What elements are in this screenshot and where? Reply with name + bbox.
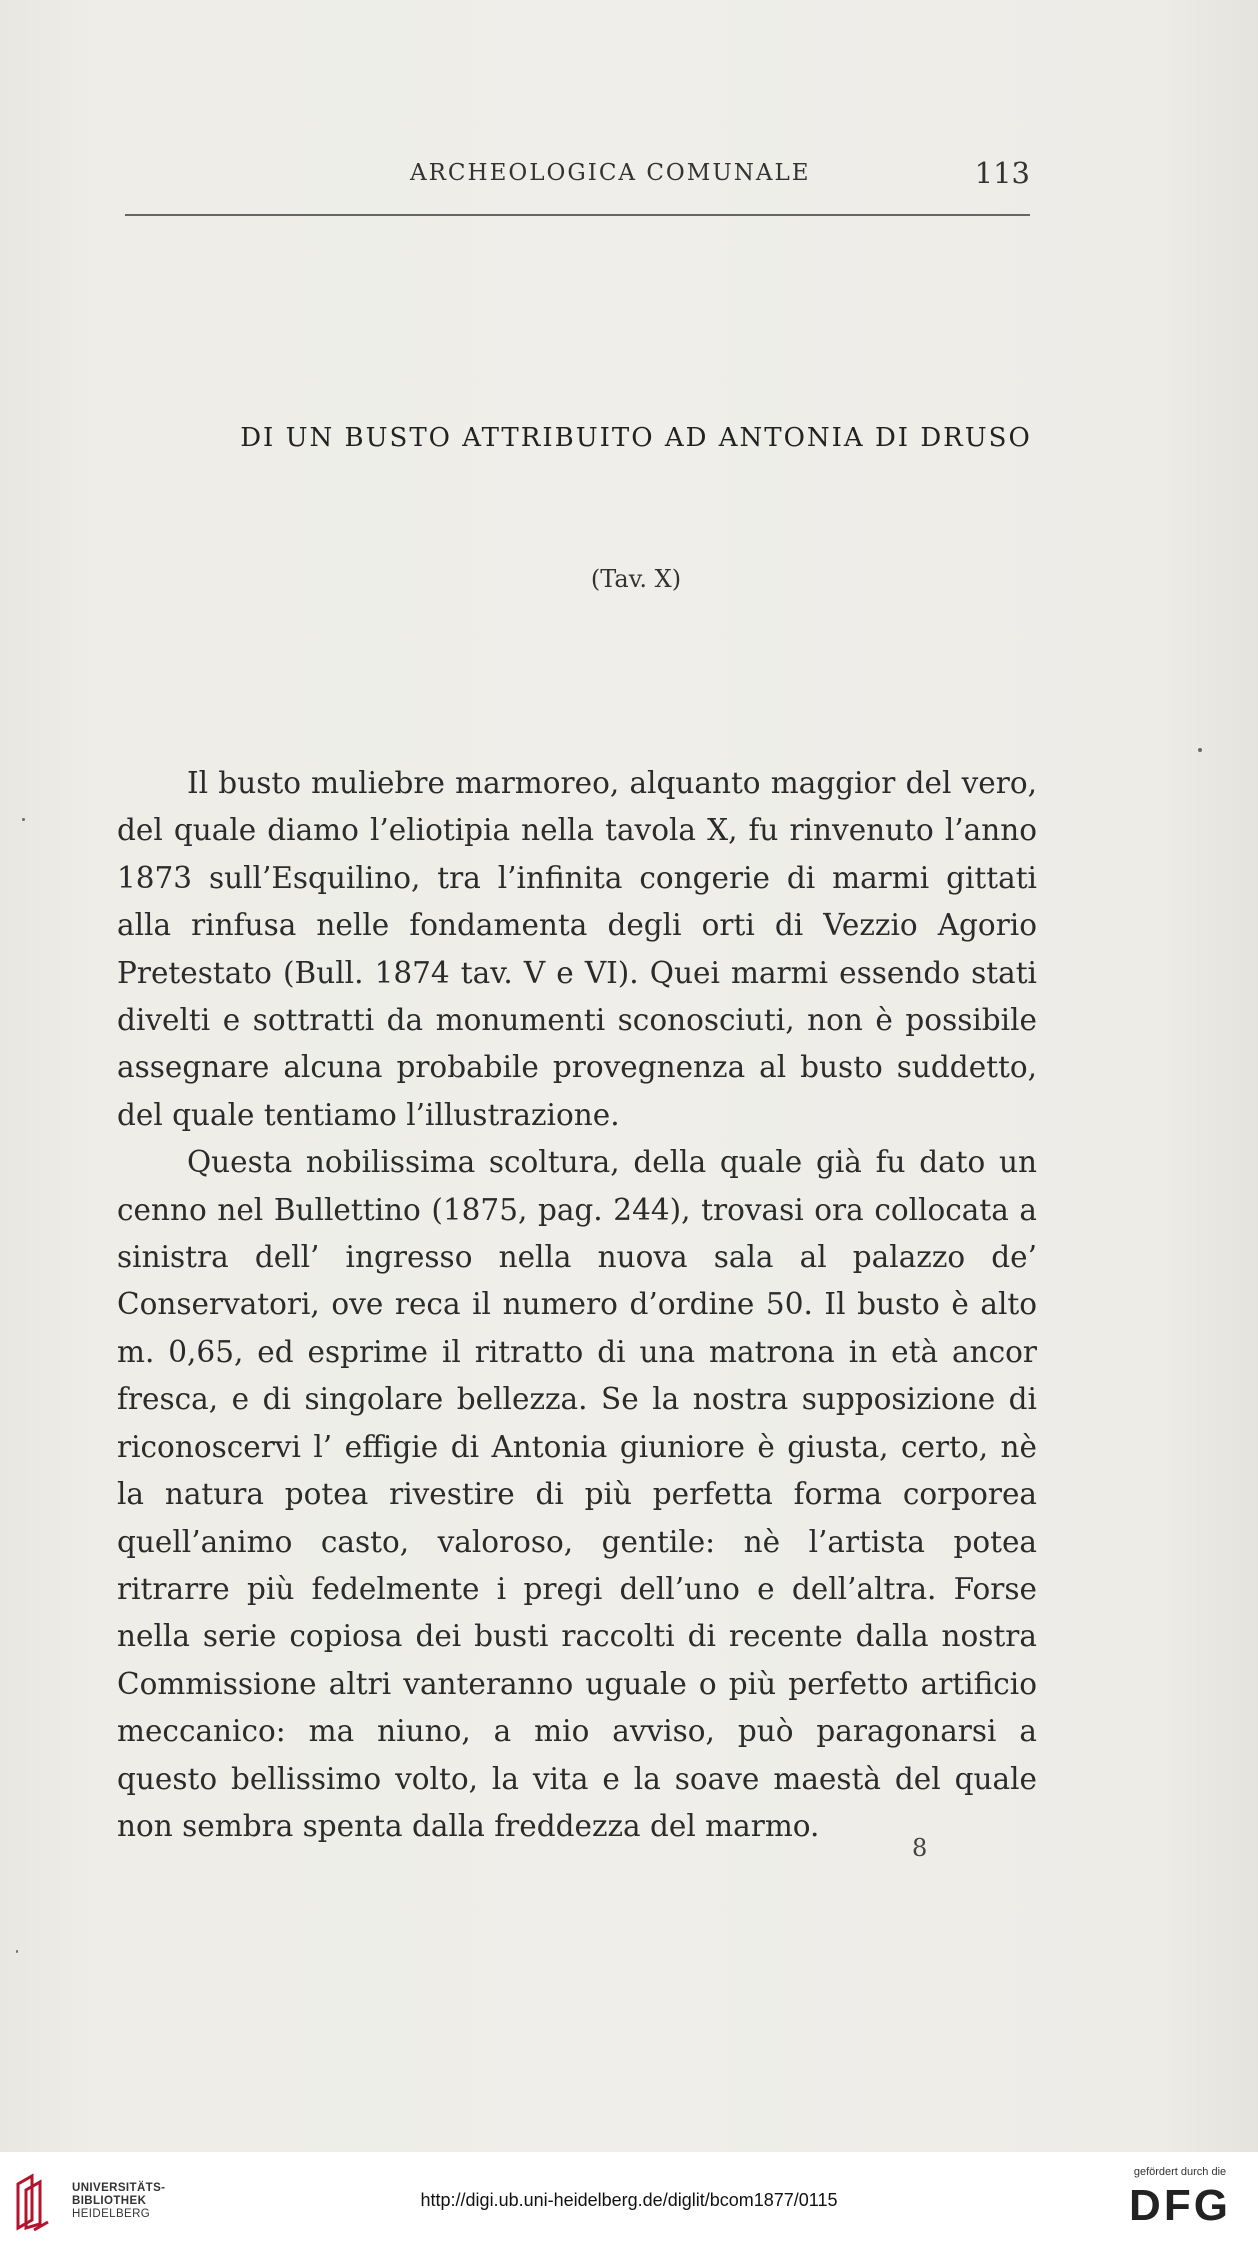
funder-block [1120,2166,1240,2228]
library-line-2: BIBLIOTHEK [72,2195,147,2207]
article-title: DI UN BUSTO ATTRIBUITO AD ANTONIA DI DRUSO [240,423,1032,453]
paragraph-2: Questa nobilissima scoltura, della quale già fu dato un cenno nel Bullettino (1875, pag. 244), trovasi ora collocata a sinistra dell’ ingresso nella nuova sala al palazzo de’ Conservatori, ove reca il numero d’ordine 50. Il busto è alto m. 0,65, ed esprime il ritratto di una matrona in età ancor fresca, e di singolare bellezza. Se la nostra supposizione di riconoscervi l’ effigie di Antonia giuniore è giusta, certo, nè la natura potea rivestire di più perfetta forma corporea quell’animo casto, valoroso, gentile: nè l’artista potea ritrarre più fedelmente i pregi dell’uno e dell’altra. Forse nella serie copiosa dei busti raccolti di recente dalla nostra Commissione altri vanteranno uguale o più perfetto artificio meccanico: ma niuno, a mio avviso, può paragonarsi a questo bellissimo volto, la vita e la soave maestà del quale non sembra spenta dalla freddezza del marmo. [117,1145,1037,1843]
page-number: 113 [974,156,1030,190]
library-line-3: HEIDELBERG [72,2208,151,2220]
running-head [125,156,1030,196]
permalink-url[interactable]: http://digi.ub.uni-heidelberg.de/diglit/bcom1877/0115 [420,2190,838,2210]
running-head-title: ARCHEOLOGICA COMUNALE [410,160,811,186]
footer-bar [0,2152,1258,2247]
library-line-1: UNIVERSITÄTS- [72,2182,166,2194]
plate-reference: (Tav. X) [590,565,682,593]
dfg-logo-icon: DFG [1129,2181,1231,2230]
paragraph-1: Il busto muliebre marmoreo, alquanto maggior del vero, del quale diamo l’eliotipia nella tavola X, fu rinvenuto l’anno 1873 sull’Esquilino, tra l’infinita congerie di marmi gittati alla rinfusa nelle fondamenta degli orti di Vezzio Agorio Pretestato (Bull. 1874 tav. V e VI). Quei marmi essendo stati divelti e sottratti da monumenti sconosciuti, non è possibile assegnare alcuna probabile provegnenza al busto suddetto, del quale tentiamo l’illustrazione. [117,766,1037,1132]
funder-label: gefördert durch die [1133,2166,1227,2178]
article-body [117,760,1037,1850]
header-rule [125,214,1030,216]
signature-mark: 8 [912,1834,928,1862]
